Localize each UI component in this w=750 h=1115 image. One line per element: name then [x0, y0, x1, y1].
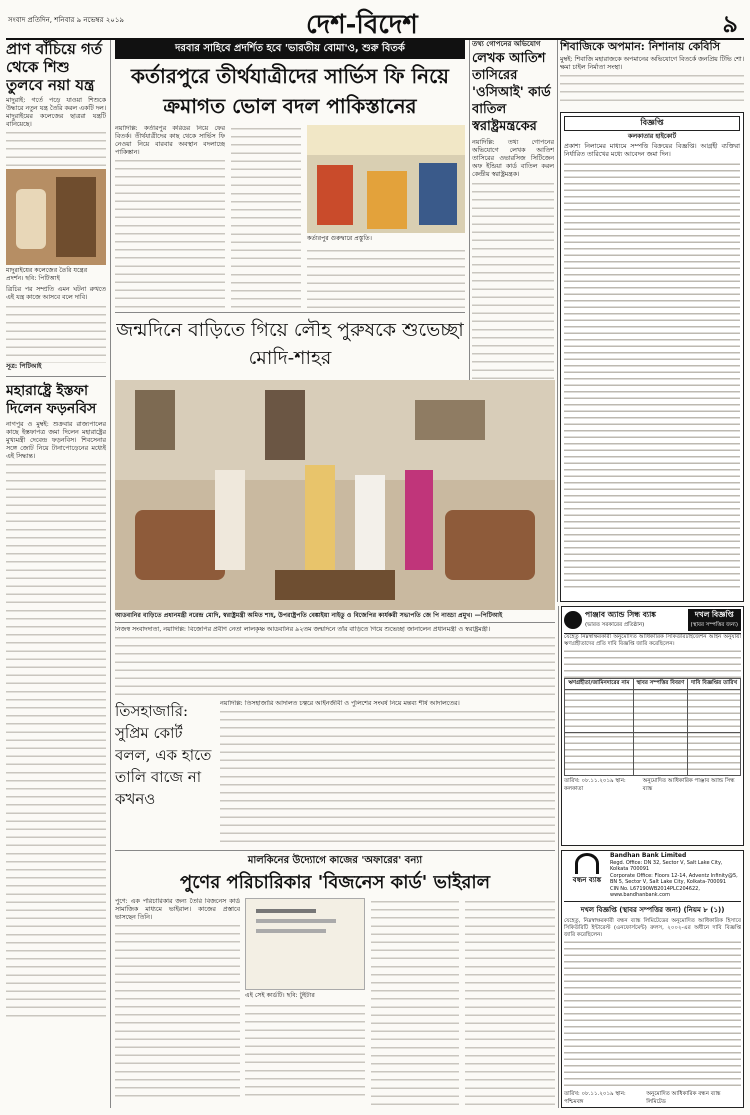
psb-cell — [565, 690, 634, 733]
bandhan-ad-date: তারিখ: ০৮.১১.২০১৯ স্থান: পশ্চিমবঙ্গ — [564, 1090, 626, 1105]
pune-body-area — [115, 898, 555, 1108]
taseer-body: নয়াদিল্লি: তথ্য গোপনের অভিযোগে লেখক আতিশ তাসিরের ওভারসিজ সিটিজেন অফ ইন্ডিয়া কার্ড বাতিল করল কেন্দ্রীয় স্বরাষ্ট্রমন্ত্রক। — [472, 139, 554, 179]
psb-cell — [565, 733, 634, 776]
tishazari-story — [115, 700, 215, 850]
photo-borewell-caption: মাদুরাইয়ের কলেজের তৈরি যন্ত্রের প্রদর্শন। ছবি: পিটিআই — [6, 267, 88, 283]
issue-date: সংবাদ প্রতিদিন, শনিবার ৯ নভেম্বর ২০১৯ — [8, 16, 124, 24]
bandhan-logo-icon — [575, 853, 599, 874]
bandhan-notice-title: দখল বিজ্ঞপ্তি (স্থাবর সম্পত্তির জন্য) (নিয়ম ৮ (১)) — [580, 905, 725, 914]
psb-col-header-1: ঋণগ্রহীতা/জামিনদারের নাম — [565, 679, 634, 690]
column-rule-3 — [557, 40, 558, 602]
bandhan-company: Bandhan Bank Limited — [610, 852, 687, 859]
pune-card-caption: এই সেই কার্ডটি। ছবি: টুইটার — [245, 992, 315, 999]
card-line-3 — [256, 929, 326, 933]
photo-figure-1 — [317, 165, 353, 225]
pune-text-lines-1 — [115, 922, 240, 1102]
photo-table — [275, 570, 395, 600]
pune-text-lines-4 — [465, 898, 555, 1108]
kbc-headline: শিবাজিকে অপমান: নিশানায় কেবিসি — [560, 40, 720, 53]
lead-headline: কর্তারপুরে তীর্থযাত্রীদের সার্ভিস ফি নিয়ে ক্রমাগত ভোল বদল পাকিস্তানের — [131, 64, 449, 118]
modi-body: নিজস্ব সংবাদদাতা, নয়াদিল্লি: বিজেপির প্রবীণ নেতা লালকৃষ্ণ আডবানির ৯২তম জন্মদিনে তাঁর বাড়িতে গিয়ে শুভেচ্ছা জানালেন প্রধানমন্ত্রী ও স্বরাষ্ট্রমন্ত্রী। — [115, 626, 491, 633]
pune-story — [115, 853, 555, 1108]
pune-text-lines-3 — [371, 898, 459, 1108]
bandhan-logo — [564, 853, 610, 899]
photo-sofa-left — [135, 510, 225, 580]
photo-frame-left — [135, 390, 175, 450]
pune-kicker: মালকিনের উদ্যোগে কাজের 'অফারের' বন্যা — [247, 855, 423, 866]
left-column — [6, 40, 106, 1108]
psb-possession-ad — [561, 606, 744, 846]
card-line-1 — [256, 909, 316, 913]
bandhan-possession-ad — [561, 850, 744, 1108]
pune-text-col-1 — [115, 898, 240, 1108]
psb-cell — [688, 733, 741, 776]
court-notice-title: বিজ্ঞপ্তি — [564, 116, 740, 131]
psb-ad-date: তারিখ: ০৮.১১.২০১৯ স্থান: কলকাতা — [564, 778, 626, 792]
psb-logo-icon — [564, 611, 582, 629]
bandhan-addr-1: Regd. Office: DN 32, Sector V, Salt Lake City, Kolkata 700091 — [610, 859, 723, 872]
page-number: ৯ — [722, 10, 738, 38]
court-notice-text-lines — [564, 161, 740, 591]
story-borewell-body: মাদুরাই: গর্তে পড়ে যাওয়া শিশুকে উদ্ধারে নতুন যন্ত্র তৈরি করল একটি দল। মাদুরাইয়ের কলেজের ছাত্ররা যন্ত্রটি বানিয়েছে। — [6, 97, 106, 129]
pune-card-col — [245, 898, 365, 1108]
bandhan-logo-text: বন্ধন ব্যাঙ্ক — [572, 876, 602, 884]
psb-cell — [688, 690, 741, 733]
photo-advani-birthday — [115, 380, 555, 610]
modi-headline: জন্মদিনে বাড়িতে গিয়ে লৌহ পুরুষকে শুভেচ্ছা মোদি-শাহর — [116, 319, 464, 369]
photo-figure-2 — [367, 171, 407, 229]
rule-under-lead — [115, 312, 465, 313]
pune-text-lines-2 — [245, 1002, 365, 1102]
column-rule-1 — [110, 40, 111, 1108]
story-borewell-text-lines — [6, 129, 106, 167]
photo-kartarpur — [307, 125, 465, 233]
pune-body: পুণে: এক পরিচারিকার জন্য তৈরি বিজনেস কার্ড সামাজিক মাধ্যমে ভাইরাল। কাজের প্রস্তাবে ভাসছেন তিনি। — [115, 898, 240, 922]
photo-figure-3 — [419, 163, 457, 225]
lead-body — [115, 125, 465, 310]
photo-person-3 — [355, 475, 385, 570]
lead-dateline: নয়াদিল্লি: কর্তারপুর করিডর নিয়ে ফের বিতর্ক। তীর্থযাত্রীদের কাছ থেকে সার্ভিস ফি নেওয়া নিয়ে বারবার অবস্থান বদলাচ্ছে পাকিস্তান। — [115, 125, 225, 157]
lead-text-lines-3 — [307, 247, 465, 310]
tishazari-headline: তিসহাজারি: সুপ্রিম কোর্ট বলল, এক হাতে তালি বাজে না কখনও — [115, 702, 212, 808]
lead-story — [115, 40, 465, 310]
photo-borewell-device — [6, 169, 106, 265]
photo-business-card — [245, 898, 365, 990]
tishazari-text — [220, 700, 555, 850]
table-row — [565, 733, 741, 776]
bandhan-ad-signoff: অনুমোদিত আধিকারিক বন্ধন ব্যাঙ্ক লিমিটেড — [646, 1090, 721, 1105]
story-fadnavis-text-lines — [6, 461, 106, 1021]
taseer-kicker: তথ্য গোপনের অভিযোগ — [472, 40, 541, 48]
tishazari-text-lines — [220, 708, 555, 844]
headline-fadnavis-resigns: মহারাষ্ট্রে ইস্তফা দিলেন ফড়নবিস — [6, 382, 97, 417]
kbc-story — [560, 40, 744, 110]
tishazari-body: নয়াদিল্লি: তিসহাজারি আদালত চত্বরে আইনজীবী ও পুলিশের সংঘর্ষ নিয়ে মন্তব্য শীর্ষ আদালতের। — [220, 700, 460, 707]
bandhan-address-block — [610, 853, 741, 899]
story-borewell-text-lines-2 — [6, 303, 106, 363]
lead-text-col-1 — [115, 125, 225, 310]
psb-cell — [633, 690, 688, 733]
headline-borewell-device: প্রাণ বাঁচিয়ে গর্ত থেকে শিশু তুলবে নয়া যন্ত্র — [6, 40, 103, 94]
masthead — [6, 4, 744, 40]
rule-under-modi-photo — [115, 622, 555, 623]
psb-ad-signoff: অনুমোদিত আধিকারিক পাঞ্জাব অ্যান্ড সিন্ধ ব্যাঙ্ক — [642, 778, 735, 792]
photo-canopy — [307, 125, 465, 155]
lead-photo-caption: কর্তারপুর গুরুদ্বারে প্রস্তুতি। — [307, 235, 372, 242]
kbc-body: মুম্বই: শিবাজি মহারাজকে অপমানের অভিযোগে বিতর্কে জনপ্রিয় টিভি শো। ক্ষমা চাইল নির্মাতা সংস্থা। — [560, 56, 744, 72]
photo-wall — [115, 380, 555, 480]
psb-bank-sub: (ভারত সরকারের প্রতিষ্ঠান) — [585, 622, 645, 628]
psb-notice-block — [688, 609, 741, 631]
story-fadnavis-body: নাগপুর ও মুম্বই: শুক্রবার রাজ্যপালের কাছে ইস্তফাপত্র জমা দিলেন মহারাষ্ট্রের মুখ্যমন্ত্রী দেবেন্দ্র ফড়নবিস। শিবসেনার সঙ্গে জোট নিয়ে টানাপোড়েনের মধ্যেই এই সিদ্ধান্ত। — [6, 420, 106, 461]
card-line-2 — [256, 919, 336, 923]
lead-kicker: দরবার সাহিবে প্রদর্শিত হবে 'ভারতীয় বোমা'ও, শুরু বিতর্ক — [115, 40, 465, 59]
bandhan-addr-2: Corporate Office: Floors 12-14, Adventz Infinity@5, BN 5, Sector V, Salt Lake City, Kolkata-700091 — [610, 872, 738, 885]
psb-ad-footer — [564, 778, 741, 794]
psb-col-header-2: স্থাবর সম্পত্তির বিবরণ — [633, 679, 688, 690]
psb-notice-sub: (স্থাবর সম্পত্তির জন্য) — [690, 622, 738, 628]
court-notice-sub: কলকাতার হাইকোর্ট — [627, 133, 677, 140]
photo-sofa-right — [445, 510, 535, 580]
modi-text-lines — [115, 634, 555, 700]
kbc-text-lines — [560, 72, 744, 102]
psb-ad-header — [564, 609, 741, 634]
bandhan-ad-text-lines — [564, 939, 741, 1089]
bandhan-ad-body: যেহেতু, নিম্নস্বাক্ষরকারী বন্ধন ব্যাঙ্ক লিমিটেডের অনুমোদিত আধিকারিক হিসাবে সিকিউরিটি ইন্টারেস্ট (এনফোর্সমেন্ট) রুলস, ২০০২-এর অধীনে দাবি বিজ্ঞপ্তি জারি করেছিলেন। — [564, 917, 741, 938]
psb-ad-table — [564, 678, 741, 776]
court-notice-ad — [560, 112, 744, 602]
psb-ad-body: যেহেতু নিম্নস্বাক্ষরকারী অনুমোদিত আধিকারিক সিকিউরিটাইজেশন আইন অনুযায়ী ঋণগ্রহীতাদের প্রতি দাবি বিজ্ঞপ্তি জারি করেছিলেন। — [564, 634, 741, 647]
psb-col-header-3: দাবি বিজ্ঞপ্তির তারিখ — [688, 679, 741, 690]
photo-person-1 — [215, 470, 245, 570]
story-borewell-credit: সূত্র: পিটিআই — [6, 362, 42, 370]
psb-bank-block — [585, 610, 688, 630]
modi-photo-caption: আডবানির বাড়িতে প্রধানমন্ত্রী নরেন্দ্র মোদি, স্বরাষ্ট্রমন্ত্রী অমিত শাহ, উপরাষ্ট্রপতি বেঙ্কাইয়া নাইডু ও বিজেপির কার্যকরী সভাপতি জে পি নাড্ডা প্রমুখ। —পিটিআই — [115, 612, 503, 619]
psb-ad-text-lines — [564, 648, 741, 678]
column-rule-4 — [558, 606, 559, 1108]
lead-text-lines-2 — [231, 125, 301, 310]
rule-above-pune — [115, 850, 555, 851]
left-divider — [6, 376, 106, 377]
photo-frame-center — [265, 390, 305, 460]
lead-text-lines-1 — [115, 157, 225, 310]
photo-person-2 — [305, 465, 335, 570]
bandhan-addr-3: CIN No. L67190WB2014PLC204622, www.bandhanbank.com — [610, 885, 700, 898]
story-borewell-body-2: ত্রিচির পর সম্প্রতি এমন ঘটনা রুখতে এই যন্ত্র কাজে আসবে বলে দাবি। — [6, 286, 106, 302]
table-row — [565, 679, 741, 690]
psb-bank-name: পাঞ্জাব অ্যান্ড সিন্ধ ব্যাঙ্ক — [585, 610, 656, 619]
court-notice-body: প্রকাশ্য নিলামের মাধ্যমে সম্পত্তি বিক্রয়ের বিজ্ঞপ্তি। আগ্রহী ব্যক্তিরা নির্ধারিত তারিখের মধ্যে আবেদন জমা দিন। — [564, 143, 740, 159]
photo-figure-child — [16, 189, 46, 249]
psb-cell — [633, 733, 688, 776]
photo-device-frame — [56, 177, 96, 257]
photo-frame-right — [415, 400, 485, 440]
modi-story-body — [115, 626, 555, 700]
psb-notice-title: দখল বিজ্ঞপ্তি — [694, 610, 734, 619]
table-row — [565, 690, 741, 733]
bandhan-ad-footer — [564, 1091, 741, 1107]
taseer-headline: লেখক আতিশ তাসিরের 'ওসিআই' কার্ড বাতিল স্বরাষ্ট্রমন্ত্রকের — [472, 51, 551, 135]
photo-person-4 — [405, 470, 433, 570]
bandhan-ad-header — [564, 853, 741, 902]
pune-headline: পুণের পরিচারিকার 'বিজনেস কার্ড' ভাইরাল — [179, 872, 491, 893]
section-title: দেশ-বিদেশ — [306, 10, 418, 40]
lead-text-col-2 — [231, 125, 301, 310]
